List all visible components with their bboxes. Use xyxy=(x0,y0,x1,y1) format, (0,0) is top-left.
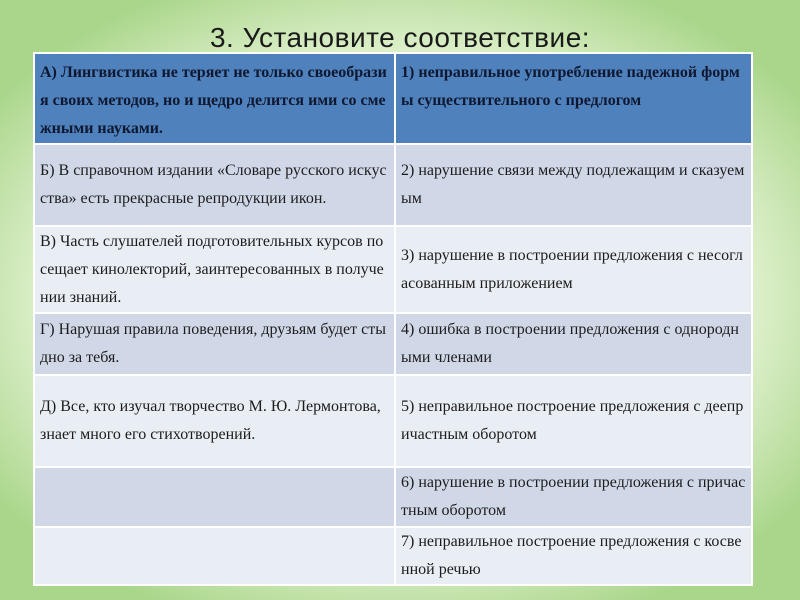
sentence-cell-b: Б) В справочном издании «Словаре русского искусства» есть прекрасные репродукции икон. xyxy=(34,144,395,226)
error-type-cell-1: 1) неправильное употребление падежной формы существительного с предлогом xyxy=(395,53,752,144)
table-row xyxy=(34,527,752,585)
error-type-cell-5: 5) неправильное построение предложения с деепричастным оборотом xyxy=(395,375,752,467)
error-type-cell-3: 3) нарушение в построении предложения с несогласованным приложением xyxy=(395,226,752,313)
empty-sentence-cell xyxy=(34,527,395,585)
sentence-cell-d: Д) Все, кто изучал творчество М. Ю. Лермонтова, знает много его стихотворений. xyxy=(34,375,395,467)
matching-table xyxy=(33,52,753,586)
table-row xyxy=(34,226,752,313)
sentence-cell-g: Г) Нарушая правила поведения, друзьям будет стыдно за тебя. xyxy=(34,313,395,375)
sentence-cell-v: В) Часть слушателей подготовительных курсов посещает кинолекторий, заинтересованных в получении знаний. xyxy=(34,226,395,313)
error-type-cell-6: 6) нарушение в построении предложения с причастным оборотом xyxy=(395,467,752,527)
error-type-cell-2: 2) нарушение связи между подлежащим и сказуемым xyxy=(395,144,752,226)
error-type-cell-7: 7) неправильное построение предложения с косвенной речью xyxy=(395,527,752,585)
table-row xyxy=(34,144,752,226)
sentence-cell-a: А) Лингвистика не теряет не только своеобразия своих методов, но и щедро делится ими со смежными науками. xyxy=(34,53,395,144)
table-row xyxy=(34,53,752,144)
table-row xyxy=(34,375,752,467)
error-type-cell-4: 4) ошибка в построении предложения с однородными членами xyxy=(395,313,752,375)
table-row xyxy=(34,313,752,375)
slide-title: 3. Установите соответствие: xyxy=(209,22,591,53)
empty-sentence-cell xyxy=(34,467,395,527)
table-row xyxy=(34,467,752,527)
